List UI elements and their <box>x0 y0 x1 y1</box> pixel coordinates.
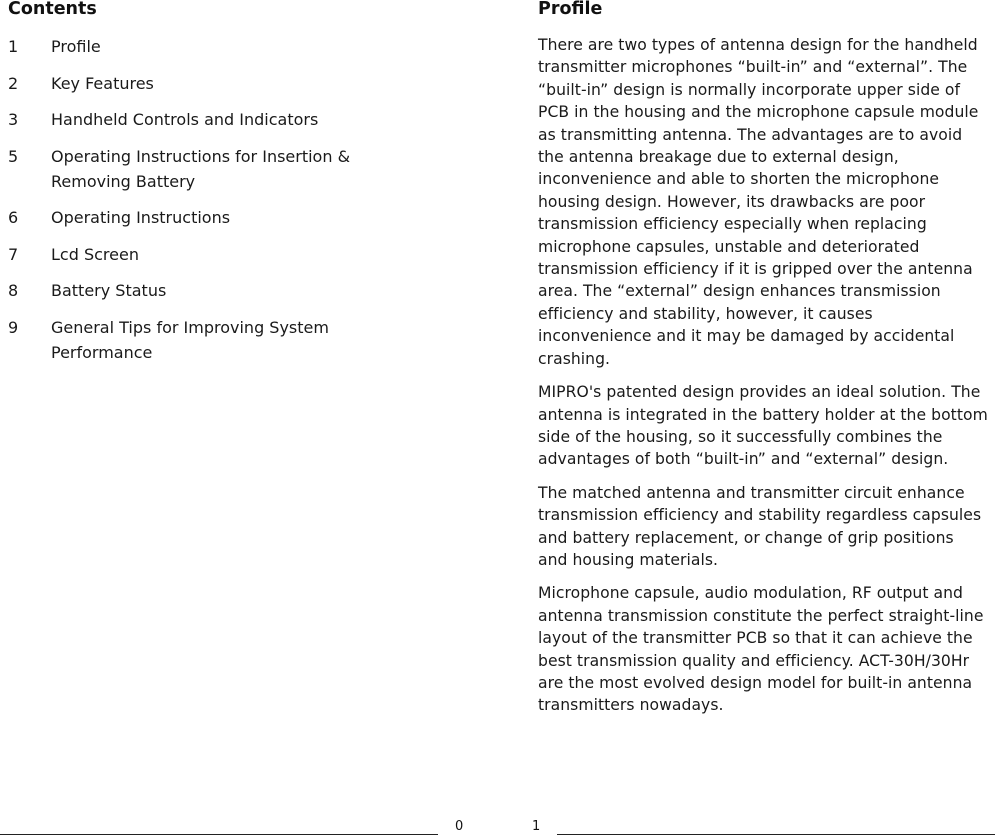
toc-item-title: Handheld Controls and Indicators <box>51 110 319 129</box>
toc-item-operating-instructions[interactable] <box>8 205 448 230</box>
toc-item-title: General Tips for Improving System Performance <box>51 317 329 362</box>
page-number-right: 1 <box>532 819 541 834</box>
toc-item-title: Operating Instructions for Insertion & Removing Battery <box>51 146 351 191</box>
profile-paragraph: Microphone capsule, audio modulation, RF output and antenna transmission constitute the perfect straight-line layout of the transmitter PCB so that it can achieve the best transmission quality and efficiency. ACT-30H/30Hr are the most evolved design model for built-in antenna transmitters nowadays. <box>538 584 984 715</box>
right-page <box>538 0 993 836</box>
toc-item-number: 9 <box>8 317 19 337</box>
toc-item-key-features[interactable] <box>8 71 448 96</box>
toc-item-number: 7 <box>8 244 19 264</box>
contents-heading: Contents <box>8 0 97 19</box>
profile-paragraph: MIPRO's patented design provides an ideal solution. The antenna is integrated in the battery holder at the bottom side of the housing, so it successfully combines the advantages of both “built-in” and “external” design. <box>538 383 988 469</box>
toc-item-title: Lcd Screen <box>51 244 139 264</box>
profile-body <box>538 34 988 728</box>
toc-item-battery-insertion[interactable] <box>8 144 448 194</box>
footer-rule-left <box>0 834 438 835</box>
toc-item-number: 8 <box>8 281 19 300</box>
toc-item-handheld-controls[interactable] <box>8 107 448 132</box>
toc-item-profile[interactable] <box>8 34 448 59</box>
toc-item-number: 1 <box>8 37 19 56</box>
profile-paragraph: There are two types of antenna design for the handheld transmitter microphones “built-in” and “external”. The “built-in” design is normally incorporate upper side of PCB in the housing and the microphone capsule module as transmitting antenna. The advantages are to avoid the antenna breakage due to external design, inconvenience and able to shorten the microphone housing design. However, its drawbacks are poor transmission efficiency especially when replacing microphone capsules, unstable and deteriorated transmission efficiency if it is gripped over the antenna area. The “external” design enhances transmission efficiency and stability, however, it causes inconvenience and it may be damaged by accidental crashing. <box>538 36 979 368</box>
toc-item-number: 2 <box>8 73 19 93</box>
left-page <box>0 0 460 836</box>
page-number-left: 0 <box>455 819 464 834</box>
footer-rule-right <box>557 834 995 835</box>
toc-item-number: 3 <box>8 110 19 129</box>
profile-heading: Profile <box>538 0 603 19</box>
toc-item-title: Battery Status <box>51 281 167 300</box>
toc-item-general-tips[interactable] <box>8 315 448 365</box>
toc-item-number: 5 <box>8 146 19 166</box>
table-of-contents <box>8 34 448 376</box>
toc-item-title: Operating Instructions <box>51 208 231 227</box>
profile-paragraph: The matched antenna and transmitter circuit enhance transmission efficiency and stability regardless capsules and battery replacement, or change of grip positions and housing materials. <box>538 483 982 569</box>
toc-item-title: Profile <box>51 37 101 56</box>
toc-item-title: Key Features <box>51 73 154 93</box>
toc-item-number: 6 <box>8 208 19 227</box>
toc-item-lcd-screen[interactable] <box>8 242 448 267</box>
toc-item-battery-status[interactable] <box>8 278 448 303</box>
